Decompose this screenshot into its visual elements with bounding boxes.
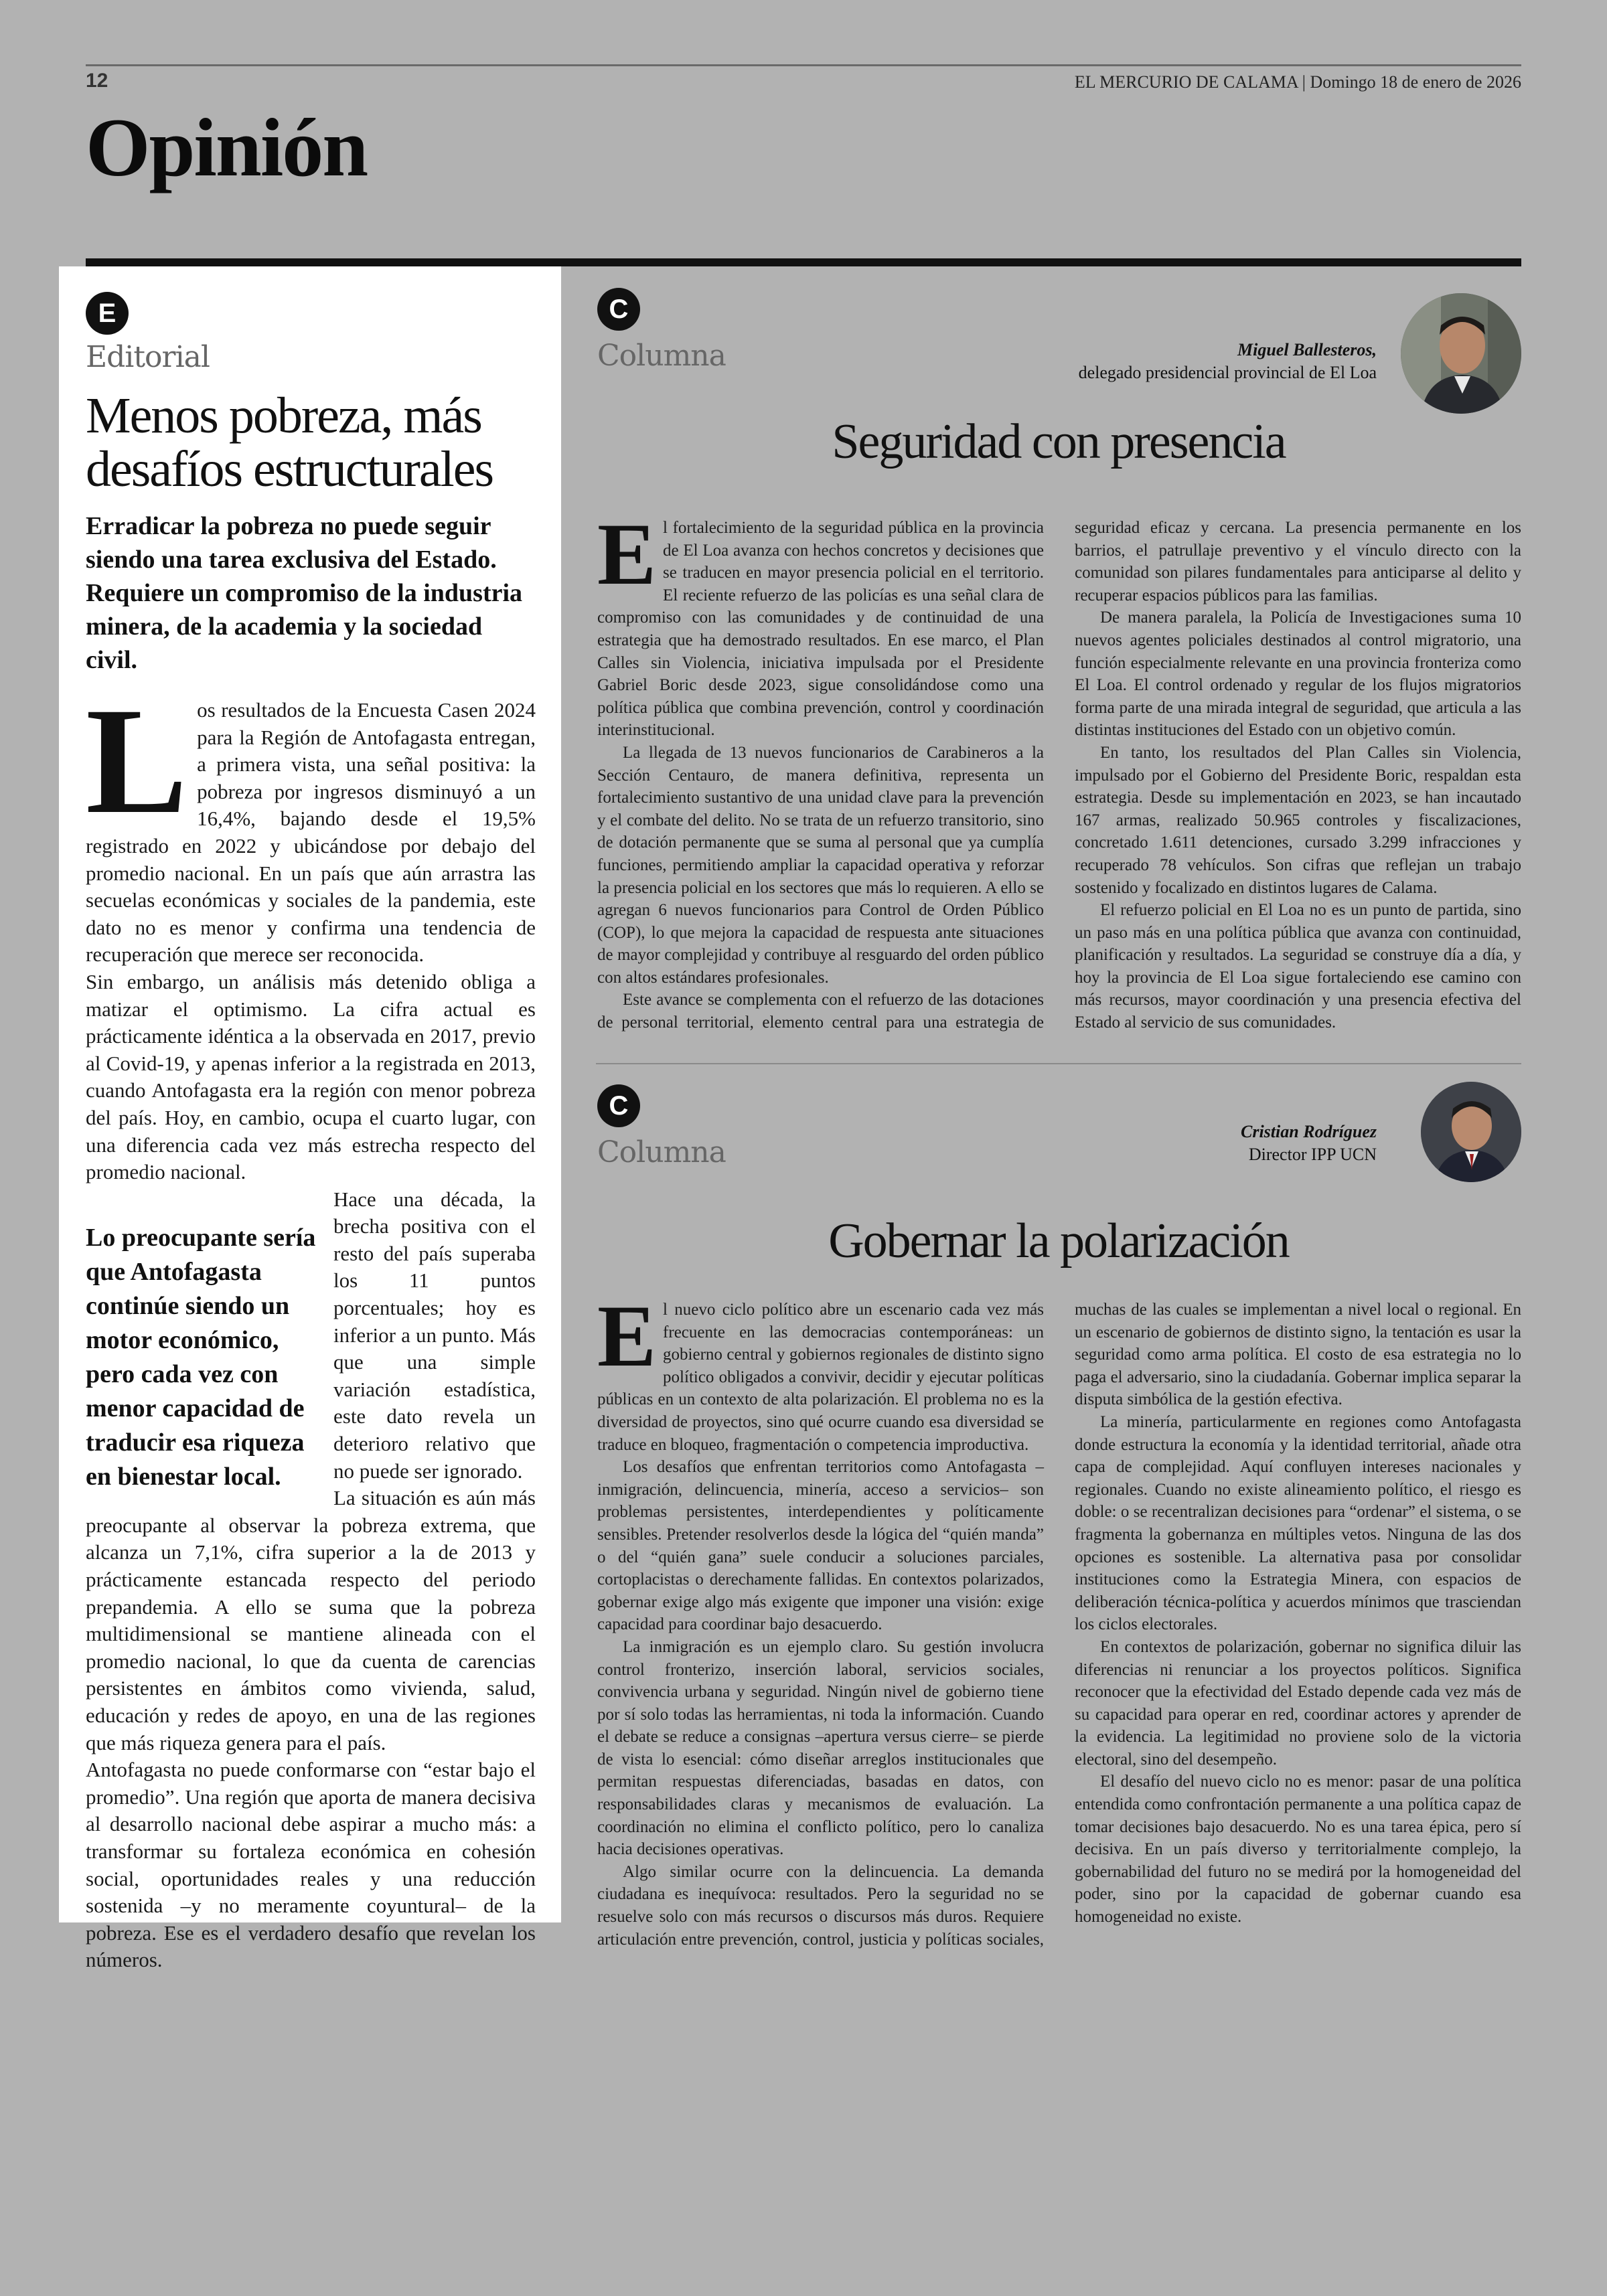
editorial-paragraph: Hace una década, la brecha positiva con el resto del país superaba los 11 puntos porcentuales; hoy es inferior a un punto. Más que una simple variación estadística, este dato revela un deterioro relativo que no puede ser ignorado. (333, 1187, 536, 1483)
editorial-headline: Menos pobreza, más desafíos estructurales (86, 388, 493, 497)
column-paragraph: El refuerzo policial en El Loa no es un punto de partida, sino un paso más en una política pública que avanza con continuidad, planificación y resultados. La seguridad se construye día a día, y hoy la provincia de El Loa sigue fortaleciendo ese camino con más recursos, mayor coordinación y una presencia efectiva del Estado al servicio de sus comunidades. (1075, 901, 1521, 1032)
column-divider (596, 1063, 1521, 1064)
column-kicker: Columna (597, 339, 726, 373)
author-name: Cristian Rodríguez (1240, 1122, 1377, 1141)
editorial-paragraph: Sin embargo, un análisis más detenido obliga a matizar el optimismo. La cifra actual es prácticamente idéntica a la observada en 2017, previo al Covid-19, y apenas inferior a la registrada en 2013, cuando Antofagasta era la región con menor pobreza del país. Hoy, en cambio, ocupa el cuarto lugar, con una diferencia cada vez más estrecha respecto del promedio nacional. (86, 969, 536, 1184)
column-dropcap: E (597, 1287, 657, 1385)
section-title: Opinión (86, 102, 368, 193)
editorial-paragraph: La situación es aún más preocupante al observar la pobreza extrema, que alcanza un 7,1%, cifra superior a la de 2013 y prácticamente estancada respecto del periodo prepandemia. A ello se suma que la pobreza multidimensional se mantiene alineada con el promedio nacional, lo que da cuenta de carencias persistentes en ámbitos como vivienda, salud, educación y redes de apoyo, en una de las regiones que más riqueza genera para el país. (86, 1486, 536, 1754)
column-paragraph: En tanto, los resultados del Plan Calles sin Violencia, impulsado por el Gobierno del Presidente Boric, respaldan esta estrategia. Desde su implementación en 2023, se han incautado 167 armas, realizado 50.965 controles y fiscalizaciones, concretado 1.611 detenciones, cursado 3.299 infracciones y recuperado 78 vehículos. Son cifras que reflejan un trabajo sostenido y focalizado en distintos lugares de Calama. (1075, 743, 1521, 897)
column-kicker: Columna (597, 1135, 726, 1169)
author-name: Miguel Ballesteros, (1237, 340, 1377, 359)
person-photo-icon (1401, 293, 1521, 414)
author-role: delegado presidencial provincial de El Loa (1078, 363, 1377, 382)
editorial-panel (59, 266, 561, 1972)
author-avatar (1401, 293, 1521, 414)
column-paragraph: En contextos de polarización, gobernar no significa diluir las diferencias ni renunciar a los proyectos políticos. Significa reconocer que la efectividad del Estado depende cada vez más de su capacidad para operar en red, coordinar actores y aprender de la evidencia. La legitimidad no proviene solo de la victoria electoral, sino del desempeño. (1075, 1637, 1521, 1769)
column-paragraph: El desafío del nuevo ciclo no es menor: pasar de una política entendida como confrontación permanente a una política capaz de tomar decisiones bajo desacuerdo. No es una tarea épica, pero sí decisiva. En un país diverso y territorialmente complejo, la gobernabilidad del futuro no se medirá por la homogeneidad del poder, sino por la capacidad de gobernar cuando esa homogeneidad no existe. (1075, 1773, 1521, 1926)
column-paragraph: La inmigración es un ejemplo claro. Su gestión involucra control fronterizo, inserción laboral, servicios sociales, convivencia urbana y seguridad. Ningún nivel de gobierno tiene por sí solo todas las herramientas, ni toda la información. Cuando el debate se reduce a consignas –apertura versus cierre– se pierde de vista lo esencial: cómo diseñar arreglos institucionales que permitan respuestas diferenciadas, basadas en datos, con responsabilidades claras y mecanismos de evaluación. La coordinación no elimina el conflicto político, pero lo canaliza hacia decisiones operativas. (597, 1637, 1044, 1859)
column-polarizacion (596, 1084, 1521, 1949)
editorial-paragraph: os resultados de la Encuesta Casen 2024 para la Región de Antofagasta entregan, a primera vista, una señal positiva: la pobreza por ingresos disminuyó a un 16,4%, bajando desde el 19,5% registrado en 2022 y ubicándose por debajo del promedio nacional. En un país que aún arrastra las secuelas económicas y sociales de la pandemia, este dato no es menor y confirma una tendencia de recuperación que merece ser reconocida. (86, 698, 536, 967)
editorial-deck: Erradicar la pobreza no puede seguir siendo una tarea exclusiva del Estado. Requiere un compromiso de la industria minera, de la academia y la sociedad civil. (86, 512, 523, 674)
column-author (1241, 1121, 1377, 1166)
column-body (597, 505, 1521, 1034)
column-badge-icon: C (597, 288, 640, 331)
page-number: 12 (86, 70, 108, 92)
masthead-dateline: EL MERCURIO DE CALAMA | Domingo 18 de enero de 2026 (1074, 72, 1521, 92)
editorial-body (86, 677, 536, 1974)
section-rule (86, 258, 1521, 266)
author-role: Director IPP UCN (1248, 1145, 1377, 1164)
column-body (597, 1287, 1521, 1951)
column-headline: Gobernar la polarización (828, 1214, 1289, 1268)
column-seguridad (596, 288, 1521, 1051)
column-badge-icon: C (597, 1084, 640, 1127)
editorial-paragraph: Antofagasta no puede conformarse con “estar bajo el promedio”. Una región que aporta de manera decisiva al desarrollo nacional debe aspirar a mucho más: a transformar su fortaleza económica en cohesión social, oportunidades reales y una reducción sostenida –y no meramente coyuntural– de la pobreza. Ese es el verdadero desafío que revelan los números. (86, 1758, 536, 1972)
column-paragraph: Los desafíos que enfrentan territorios como Antofagasta –inmigración, delincuencia, minería, acceso a servicios– son problemas persistentes, interdependientes y políticamente sensibles. Pretender resolverlos desde la lógica del “quién manda” o del “quién gana” suele conducir a soluciones parciales, cortoplacistas o derechamente fallidas. En contextos polarizados, gobernar exige algo más exigente que imponer una visión: exige capacidad para coordinar bajo desacuerdo. (597, 1458, 1044, 1634)
editorial-badge-icon: E (86, 292, 129, 335)
column-paragraph: La minería, particularmente en regiones como Antofagasta donde estructura la economía y la identidad territorial, añade otra capa de complejidad. Aquí confluyen intereses nacionales y regionales. Cuando no existe alineamiento político, el riesgo es doble: o se recentralizan decisiones para “ordenar” el sistema, o se fragmenta la gobernanza en múltiples vetos. Ninguna de las dos opciones es sostenible. La alternativa pasa por consolidar instituciones como la Estrategia Minera, con espacios de deliberación técnica-política y acuerdos mínimos que trasciendan los ciclos electorales. (1075, 1412, 1521, 1634)
person-photo-icon (1421, 1082, 1521, 1182)
column-author (1079, 339, 1377, 384)
column-paragraph: De manera paralela, la Policía de Investigaciones suma 10 nuevos agentes policiales destinados al control migratorio, una función especialmente relevante en una provincia fronteriza como El Loa. El control ordenado y regular de los flujos migratorios forma parte de una mirada integral de seguridad, que articula a las distintas instituciones del Estado con un objetivo común. (1075, 608, 1521, 740)
editorial-kicker: Editorial (86, 340, 210, 374)
column-paragraph: l nuevo ciclo político abre un escenario cada vez más frecuente en las democracias contemporáneas: un gobierno central y gobiernos regionales de distinto signo político obligados a convivir, decidir y ejecutar políticas públicas en un contexto de alta polarización. El problema no es la diversidad de proyectos, sino qué ocurre cuando esa diversidad se traduce en bloqueo, fragmentación o competencia improductiva. (597, 1301, 1044, 1454)
author-avatar (1421, 1082, 1521, 1182)
editorial-dropcap: L (86, 677, 188, 845)
column-paragraph: l fortalecimiento de la seguridad pública en la provincia de El Loa avanza con hechos concretos y decisiones que se traducen en mayor presencia policial en el territorio. El reciente refuerzo de las policías es una señal clara de compromiso con las comunidades y de continuidad de una estrategia que ha demostrado resultados. En ese marco, el Plan Calles sin Violencia, iniciativa impulsada por el Presidente Gabriel Boric desde 2023, sigue consolidándose como una política pública que combina prevención, control y coordinación interinstitucional. (597, 519, 1044, 740)
header-rule (86, 64, 1521, 66)
column-paragraph: Algo similar ocurre con la delincuencia. La demanda ciudadana es inequívoca: resultados. Pero la seguridad no se resuelve solo con más recursos o discursos más duros. Requiere articulación entre prevención, control, justicia y políticas sociales, muchas de las cuales se implementan a nivel local o regional. En un escenario de gobiernos de distinto signo, la tentación es usar la seguridad como arma política. El costo de esa estrategia no lo paga el adversario, sino la ciudadanía. Gobernar implica separar la disputa simbólica de la gestión efectiva. (597, 1301, 1521, 1949)
column-headline: Seguridad con presencia (832, 414, 1286, 469)
editorial-pullquote: Lo preocupante sería que Antofagasta continúe siendo un motor económico, pero cada vez con menor capacidad de traducir esa riqueza en bienestar local. (86, 1223, 316, 1491)
column-dropcap: E (597, 505, 657, 603)
column-paragraph: Este avance se complementa con el refuerzo de las dotaciones de personal territorial, elemento central para una estrategia de seguridad eficaz y cercana. La presencia permanente en los barrios, el patrullaje preventivo y el vínculo directo con la comunidad son pilares fundamentales para anticiparse al delito y recuperar espacios públicos para las familias. (597, 519, 1521, 1032)
column-paragraph: La llegada de 13 nuevos funcionarios de Carabineros a la Sección Centauro, de manera definitiva, representa un fortalecimiento sustantivo de una unidad clave para la prevención y el combate del delito. No se trata de un refuerzo transitorio, sino de dotación permanente que se suma al personal que ya cumplía funciones, permitiendo ampliar la capacidad operativa y reforzar la presencia policial en los sectores que más lo requieren. A ello se agregan 6 nuevos funcionarios para Control de Orden Público (COP), lo que mejora la capacidad de respuesta ante situaciones de mayor complejidad y contribuye al resguardo del orden público con altos estándares profesionales. (597, 743, 1044, 987)
